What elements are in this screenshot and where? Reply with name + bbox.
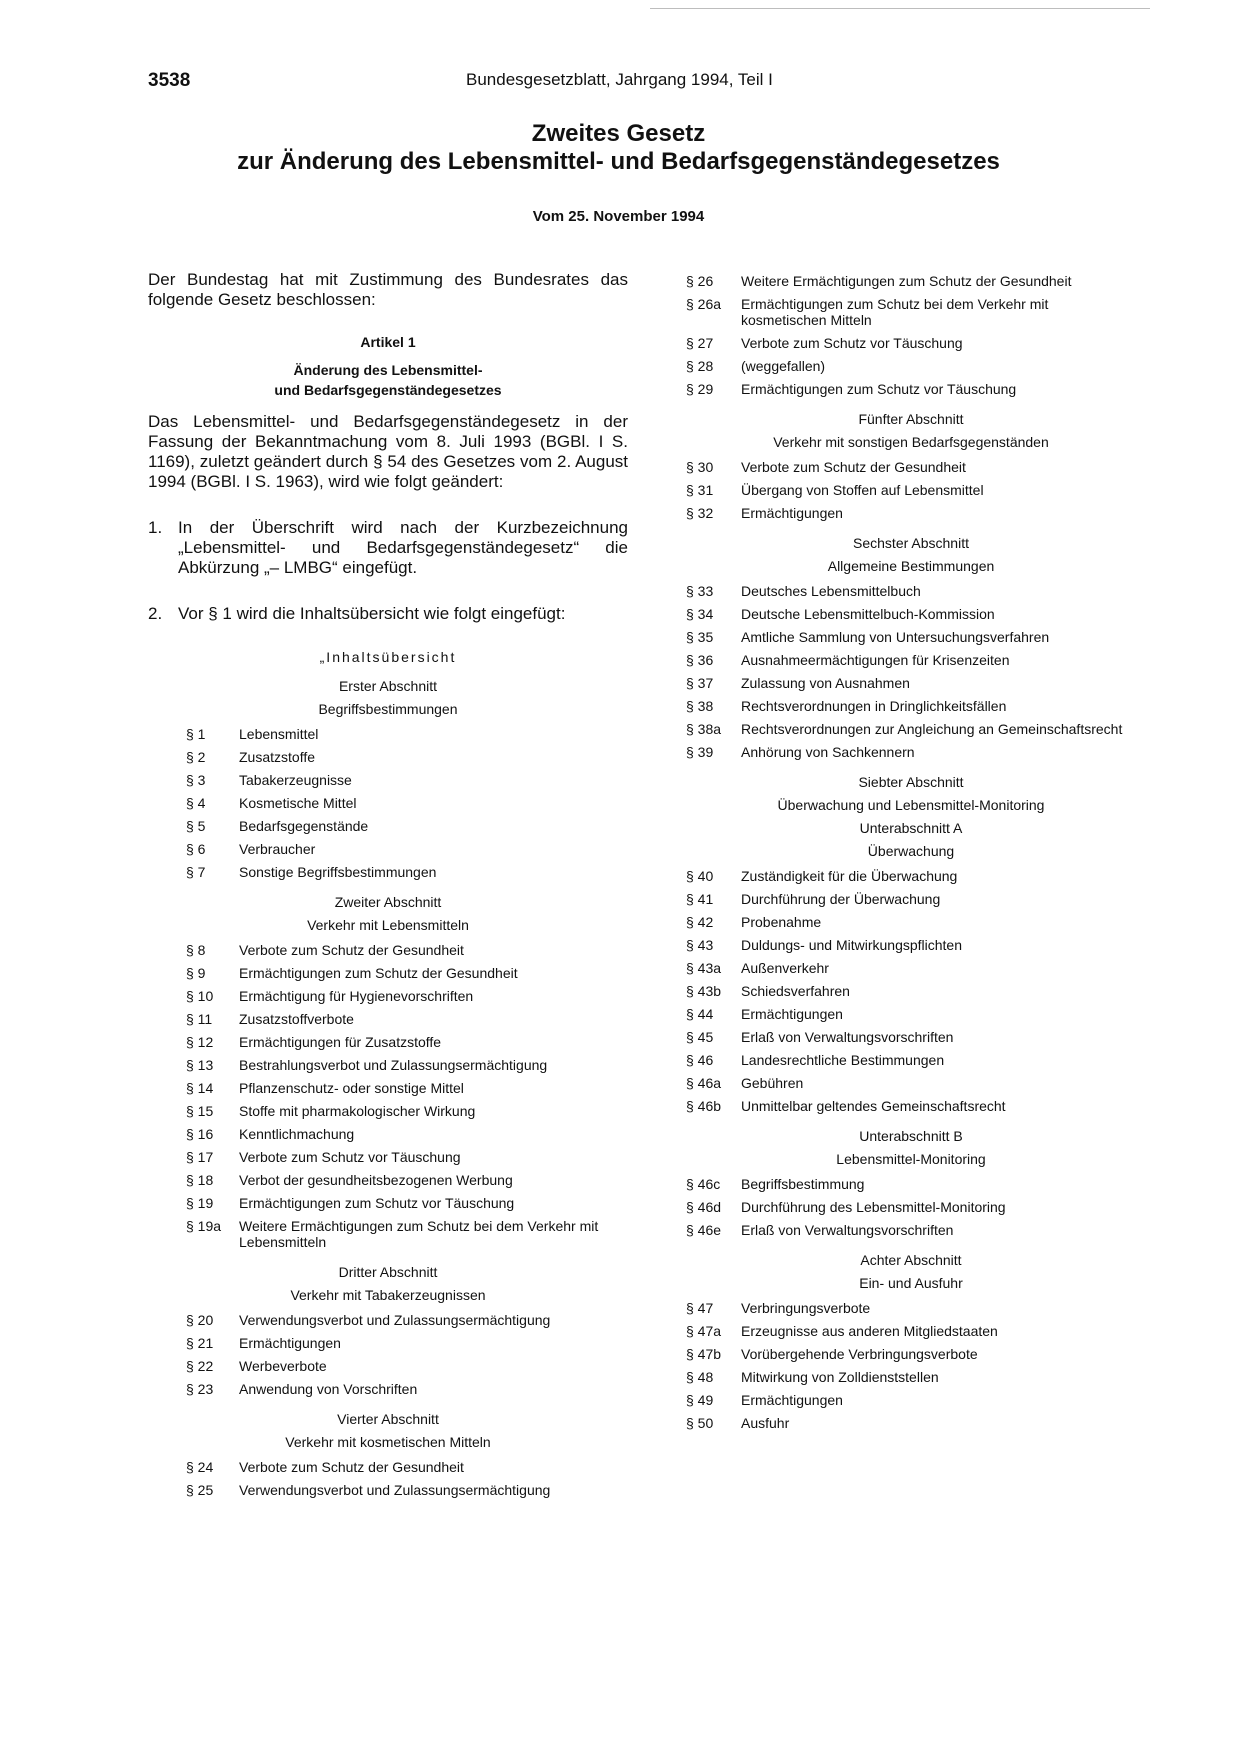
toc-entry [686,888,1136,911]
article-subtitle [148,360,628,400]
paragraph-title: Sonstige Begriffsbestimmungen [239,864,437,880]
left-column [148,270,628,1506]
section-heading: Unterabschnitt B [859,1128,963,1144]
toc-entry-list [686,270,1136,401]
paragraph-title: Kenntlichmachung [239,1126,355,1142]
section-heading: Überwachung [867,843,955,859]
toc-entry [148,792,628,815]
paragraph-title: Verbote zum Schutz der Gesundheit [741,459,966,475]
toc-entry [686,1003,1136,1026]
toc-entry [148,1031,628,1054]
paragraph-number: § 47b [686,1346,722,1362]
toc-entry [148,838,628,861]
paragraph-title: Erlaß von Verwaltungsvorschriften [741,1222,954,1238]
toc-entry [148,1169,628,1192]
section-heading: Begriffsbestimmungen [318,701,458,717]
paragraph-number: § 29 [686,381,714,397]
paragraph-title: Ermächtigungen für Zusatzstoffe [239,1034,442,1050]
paragraph-number: § 49 [686,1392,714,1408]
paragraph-number: § 24 [186,1459,214,1475]
toc-entry [686,718,1136,741]
paragraph-number: § 47a [686,1323,722,1339]
scan-top-rule [650,8,1150,9]
paragraph-title: Bestrahlungsverbot und Zulassungsermächtigung [239,1057,548,1073]
paragraph-number: § 12 [186,1034,214,1050]
toc-entry [686,502,1136,525]
paragraph-number: § 22 [186,1358,214,1374]
toc-entry [148,861,628,884]
section-heading: Lebensmittel-Monitoring [836,1151,986,1167]
paragraph-title: Unmittelbar geltendes Gemeinschaftsrecht [741,1098,1006,1114]
toc-entry [686,1320,1136,1343]
paragraph-title: Amtliche Sammlung von Untersuchungsverfahren [741,629,1050,645]
section-heading: Zweiter Abschnitt [334,894,442,910]
toc-entry [148,1077,628,1100]
paragraph-title: Verbraucher [239,841,316,857]
paragraph-number: § 17 [186,1149,214,1165]
toc-entry [148,985,628,1008]
page-number: 3538 [148,70,191,91]
paragraph-title: Ermächtigungen [741,1392,843,1408]
toc-entry [686,1297,1136,1320]
toc-entry [148,1378,628,1401]
paragraph-title: (weggefallen) [741,358,826,374]
section-heading: Verkehr mit sonstigen Bedarfsgegenständen [773,434,1049,450]
paragraph-title: Weitere Ermächtigungen zum Schutz der Gesundheit [741,273,1072,289]
toc-entry [686,934,1136,957]
paragraph-title: Verwendungsverbot und Zulassungsermächtigung [239,1312,551,1328]
section-heading: Erster Abschnitt [338,678,438,694]
toc-entry [148,962,628,985]
section-heading: Allgemeine Bestimmungen [827,558,995,574]
toc-entry [686,270,1136,293]
paragraph-number: § 20 [186,1312,214,1328]
paragraph-number: § 30 [686,459,714,475]
toc-entry-list [148,939,628,1254]
paragraph-title: Ausnahmeermächtigungen für Krisenzeiten [741,652,1010,668]
toc-entry [148,723,628,746]
paragraph-title: Ermächtigungen zum Schutz bei dem Verkehr mit kosmetischen Mitteln [741,296,1049,328]
paragraph-title: Ermächtigungen zum Schutz vor Täuschung [741,381,1017,397]
toc-entry [686,980,1136,1003]
paragraph-title: Verbote zum Schutz vor Täuschung [239,1149,461,1165]
paragraph-title: Schiedsverfahren [741,983,850,999]
paragraph-number: § 25 [186,1482,214,1498]
paragraph-number: § 27 [686,335,714,351]
paragraph-number: § 8 [186,942,206,958]
toc-entry [148,1456,628,1479]
paragraph-title: Ermächtigungen zum Schutz vor Täuschung [239,1195,515,1211]
toc-entry [148,1215,628,1254]
paragraph-number: § 10 [186,988,214,1004]
paragraph-title: Probenahme [741,914,822,930]
paragraph-title: Durchführung der Überwachung [741,891,941,907]
toc-entry [686,1072,1136,1095]
paragraph-number: § 28 [686,358,714,374]
toc-entry [686,865,1136,888]
paragraph-number: § 45 [686,1029,714,1045]
toc-entry [148,746,628,769]
section-heading: Überwachung und Lebensmittel-Monitoring [777,797,1045,813]
paragraph-number: § 50 [686,1415,714,1431]
paragraph-number: § 32 [686,505,714,521]
toc-entry [686,580,1136,603]
toc-entry [686,695,1136,718]
paragraph-number: § 19 [186,1195,214,1211]
paragraph-title: Anhörung von Sachkennern [741,744,915,760]
article-subtitle-line: Änderung des Lebensmittel- [293,362,483,378]
paragraph-title: Außenverkehr [741,960,829,976]
paragraph-number: § 31 [686,482,714,498]
paragraph-number: § 48 [686,1369,714,1385]
toc-entry-list [148,723,628,884]
paragraph-title: Ermächtigungen [741,1006,843,1022]
section-heading: Sechster Abschnitt [853,535,969,551]
paragraph-title: Bedarfsgegenstände [239,818,369,834]
toc-entry [686,1366,1136,1389]
paragraph-title: Übergang von Stoffen auf Lebensmittel [741,482,984,498]
paragraph-title: Duldungs- und Mitwirkungspflichten [741,937,962,953]
paragraph-title: Ausfuhr [741,1415,790,1431]
toc-entry [148,1355,628,1378]
paragraph-number: § 4 [186,795,206,811]
section-heading: Verkehr mit kosmetischen Mitteln [285,1434,491,1450]
toc-entry [686,911,1136,934]
toc-right [686,270,1136,1435]
paragraph-title: Begriffsbestimmung [741,1176,865,1192]
toc-entry [686,1173,1136,1196]
paragraph-number: § 34 [686,606,714,622]
paragraph-number: § 23 [186,1381,214,1397]
toc-entry-list [686,580,1136,764]
toc-entry [148,1479,628,1502]
paragraph-number: § 37 [686,675,714,691]
paragraph-number: § 13 [186,1057,214,1073]
toc-entry [686,1389,1136,1412]
section-heading: Achter Abschnitt [860,1252,962,1268]
toc-entry [686,293,1136,332]
paragraph-title: Stoffe mit pharmakologischer Wirkung [239,1103,476,1119]
toc-entry [148,1008,628,1031]
toc-entry [686,1196,1136,1219]
paragraph-number: § 46a [686,1075,722,1091]
toc-entry [148,769,628,792]
toc-entry-list [686,865,1136,1118]
toc-entry [686,1343,1136,1366]
paragraph-number: § 21 [186,1335,214,1351]
toc-entry [686,355,1136,378]
paragraph-number: § 43a [686,960,722,976]
toc-entry [686,479,1136,502]
paragraph-title: Tabakerzeugnisse [239,772,352,788]
paragraph-title: Rechtsverordnungen zur Angleichung an Gemeinschaftsrecht [741,721,1123,737]
toc-entry [148,815,628,838]
section-heading: Fünfter Abschnitt [858,411,964,427]
paragraph-title: Zuständigkeit für die Überwachung [741,868,958,884]
toc-left [148,675,628,1502]
paragraph-number: § 33 [686,583,714,599]
paragraph-number: § 26a [686,296,722,312]
paragraph-number: § 16 [186,1126,214,1142]
paragraph-title: Zusatzstoffe [239,749,316,765]
paragraph-title: Verbringungsverbote [741,1300,871,1316]
section-heading: Verkehr mit Lebensmitteln [307,917,469,933]
section-heading: Dritter Abschnitt [338,1264,438,1280]
toc-entry [686,603,1136,626]
toc-entry [148,1192,628,1215]
paragraph-number: § 6 [186,841,206,857]
item-text: In der Überschrift wird nach der Kurzbezeichnung „Lebensmittel- und Bedarfsgegenständegesetz“ die Abkürzung „– LMBG“ eingefügt. [178,518,628,577]
section-heading: Vierter Abschnitt [337,1411,439,1427]
paragraph-number: § 44 [686,1006,714,1022]
paragraph-number: § 43 [686,937,714,953]
item-text: Vor § 1 wird die Inhaltsübersicht wie folgt eingefügt: [178,604,566,623]
paragraph-number: § 11 [186,1011,213,1027]
toc-entry [148,1100,628,1123]
law-title: Zweites Gesetz [531,120,706,147]
paragraph-number: § 46 [686,1052,714,1068]
paragraph-number: § 46b [686,1098,722,1114]
paragraph-number: § 42 [686,914,714,930]
paragraph-number: § 14 [186,1080,214,1096]
toc-entry [686,1026,1136,1049]
paragraph-number: § 38a [686,721,722,737]
section-heading: Siebter Abschnitt [858,774,964,790]
toc-entry [686,1219,1136,1242]
toc-entry [686,1412,1136,1435]
paragraph-number: § 9 [186,965,206,981]
paragraph-title: Verbote zum Schutz der Gesundheit [239,942,464,958]
right-column [686,270,1136,1439]
paragraph-title: Gebühren [741,1075,804,1091]
toc-entry [686,741,1136,764]
paragraph-title: Zulassung von Ausnahmen [741,675,910,691]
paragraph-number: § 38 [686,698,714,714]
paragraph-title: Verwendungsverbot und Zulassungsermächtigung [239,1482,551,1498]
section-heading: Unterabschnitt A [859,820,963,836]
toc-entry [686,1049,1136,1072]
toc-entry-list [148,1456,628,1502]
toc-entry-list [686,1173,1136,1242]
paragraph-title: Deutsches Lebensmittelbuch [741,583,921,599]
paragraph-number: § 40 [686,868,714,884]
law-date: Vom 25. November 1994 [532,208,705,225]
toc-entry [148,1309,628,1332]
paragraph-number: § 43b [686,983,722,999]
toc-heading: „Inhaltsübersicht [319,649,457,665]
toc-entry [686,332,1136,355]
item-number: 2. [148,604,163,623]
paragraph-title: Mitwirkung von Zolldienststellen [741,1369,939,1385]
article-title: Artikel 1 [360,334,416,350]
paragraph-title: Zusatzstoffverbote [239,1011,354,1027]
article-subtitle-line: und Bedarfsgegenständegesetzes [274,382,502,398]
paragraph-number: § 3 [186,772,206,788]
paragraph-number: § 46c [686,1176,721,1192]
article-body: Das Lebensmittel- und Bedarfsgegenständegesetz in der Fassung der Bekanntmachung vom 8. Juli 1993 (BGBl. I S. 1169), zuletzt geändert durch § 54 des Gesetzes vom 2. August 1994 (BGBl. I S. 1963), wird wie folgt geändert: [148,412,628,491]
amendment-item [148,518,628,578]
paragraph-number: § 41 [686,891,714,907]
journal-header: Bundesgesetzblatt, Jahrgang 1994, Teil I [466,70,773,89]
toc-entry-list [148,1309,628,1401]
paragraph-title: Verbote zum Schutz vor Täuschung [741,335,963,351]
paragraph-title: Ermächtigungen [239,1335,341,1351]
toc-entry [686,672,1136,695]
paragraph-number: § 39 [686,744,714,760]
section-heading: Ein- und Ausfuhr [859,1275,963,1291]
paragraph-number: § 26 [686,273,714,289]
toc-entry-list [686,456,1136,525]
paragraph-title: Pflanzenschutz- oder sonstige Mittel [239,1080,464,1096]
paragraph-title: Verbot der gesundheitsbezogenen Werbung [239,1172,513,1188]
toc-entry [148,1054,628,1077]
toc-entry [686,378,1136,401]
paragraph-title: Weitere Ermächtigungen zum Schutz bei dem Verkehr mit Lebensmitteln [239,1218,599,1250]
paragraph-title: Deutsche Lebensmittelbuch-Kommission [741,606,995,622]
paragraph-number: § 2 [186,749,206,765]
paragraph-number: § 35 [686,629,714,645]
item-number: 1. [148,518,163,537]
paragraph-title: Erzeugnisse aus anderen Mitgliedstaaten [741,1323,998,1339]
paragraph-title: Kosmetische Mittel [239,795,357,811]
paragraph-title: Anwendung von Vorschriften [239,1381,418,1397]
paragraph-number: § 7 [186,864,206,880]
toc-entry [686,649,1136,672]
toc-entry [148,1146,628,1169]
paragraph-number: § 5 [186,818,206,834]
paragraph-number: § 47 [686,1300,714,1316]
paragraph-number: § 15 [186,1103,214,1119]
paragraph-number: § 1 [186,726,206,742]
enacting-clause: Der Bundestag hat mit Zustimmung des Bundesrates das folgende Gesetz beschlossen: [148,270,628,309]
paragraph-title: Landesrechtliche Bestimmungen [741,1052,945,1068]
paragraph-title: Verbote zum Schutz der Gesundheit [239,1459,464,1475]
section-heading: Verkehr mit Tabakerzeugnissen [290,1287,486,1303]
paragraph-number: § 46d [686,1199,722,1215]
toc-entry [148,1123,628,1146]
paragraph-number: § 18 [186,1172,214,1188]
toc-entry [686,957,1136,980]
paragraph-number: § 46e [686,1222,722,1238]
paragraph-number: § 36 [686,652,714,668]
paragraph-title: Durchführung des Lebensmittel-Monitoring [741,1199,1006,1215]
paragraph-title: Ermächtigungen [741,505,843,521]
toc-entry-list [686,1297,1136,1435]
toc-entry [148,939,628,962]
paragraph-title: Erlaß von Verwaltungsvorschriften [741,1029,954,1045]
paragraph-title: Werbeverbote [239,1358,327,1374]
paragraph-title: Ermächtigung für Hygienevorschriften [239,988,474,1004]
paragraph-title: Ermächtigungen zum Schutz der Gesundheit [239,965,518,981]
amendment-item [148,604,628,624]
toc-entry [686,456,1136,479]
paragraph-title: Vorübergehende Verbringungsverbote [741,1346,978,1362]
toc-entry [148,1332,628,1355]
paragraph-title: Lebensmittel [239,726,319,742]
paragraph-number: § 19a [186,1218,222,1234]
toc-entry [686,1095,1136,1118]
paragraph-title: Rechtsverordnungen in Dringlichkeitsfällen [741,698,1007,714]
law-title-subline: zur Änderung des Lebensmittel- und Bedarfsgegenständegesetzes [237,148,1000,175]
toc-entry [686,626,1136,649]
